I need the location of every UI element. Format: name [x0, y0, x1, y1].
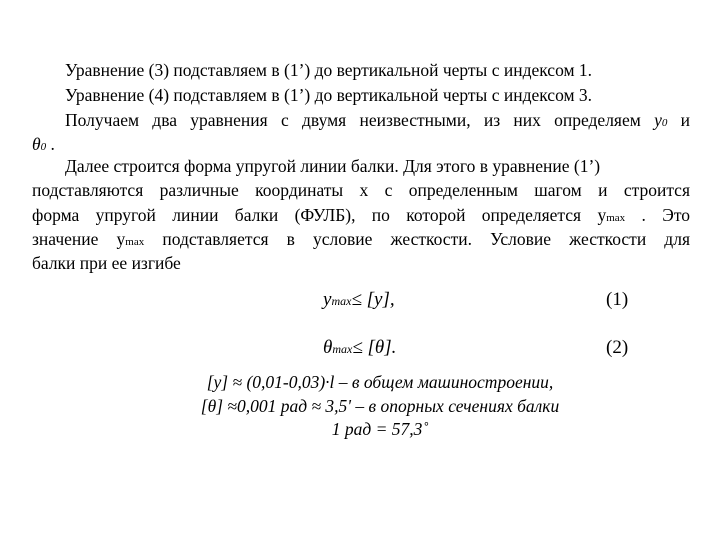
text-line: балки при ее изгибе: [32, 253, 181, 273]
text-segment: значение уmax: [32, 229, 145, 249]
text-line: Уравнение (3) подставляем в (1’) до вертикальной черты с индексом 1.: [65, 60, 593, 80]
text-line: Уравнение (4) подставляем в (1’) до вертикальной черты с индексом 3.: [65, 85, 593, 105]
text-line: подставляются различные координаты х с определенным шагом и строится: [32, 180, 690, 200]
note-line: [θ] ≈0,001 рад ≈ 3,5' – в опорных сечениях балки: [200, 396, 560, 416]
text-segment: форма упругой линии балки (ФУЛБ), по которой определяется у: [32, 205, 607, 225]
text-line: [32, 231, 690, 249]
text-segment: и: [680, 110, 691, 130]
note-line: [y] ≈ (0,01-0,03)·l – в общем машиностроении,: [206, 372, 554, 392]
formula-number: (2): [606, 337, 629, 358]
text-segment: Получаем два уравнения с двумя неизвестными, из них определяем: [65, 110, 641, 130]
text-line: [32, 207, 690, 225]
variable-y0: y0: [654, 110, 668, 130]
text-segment: подставляется в условие жесткости. Условие жесткости для: [162, 229, 690, 249]
text-segment: . Это: [641, 205, 690, 225]
formula-number: (1): [606, 289, 629, 310]
text-line: [65, 112, 690, 130]
subscript: max: [606, 212, 626, 224]
text-line: Далее строится форма упругой линии балки. Для этого в уравнение (1’): [65, 156, 601, 176]
formula-stiffness-rotation: θmax≤ [θ].: [323, 337, 397, 358]
formula-stiffness-deflection: ymax≤ [y],: [323, 289, 395, 310]
note-line: 1 рад = 57,3˚: [331, 419, 429, 439]
variable-theta0: θ0 .: [32, 134, 55, 154]
